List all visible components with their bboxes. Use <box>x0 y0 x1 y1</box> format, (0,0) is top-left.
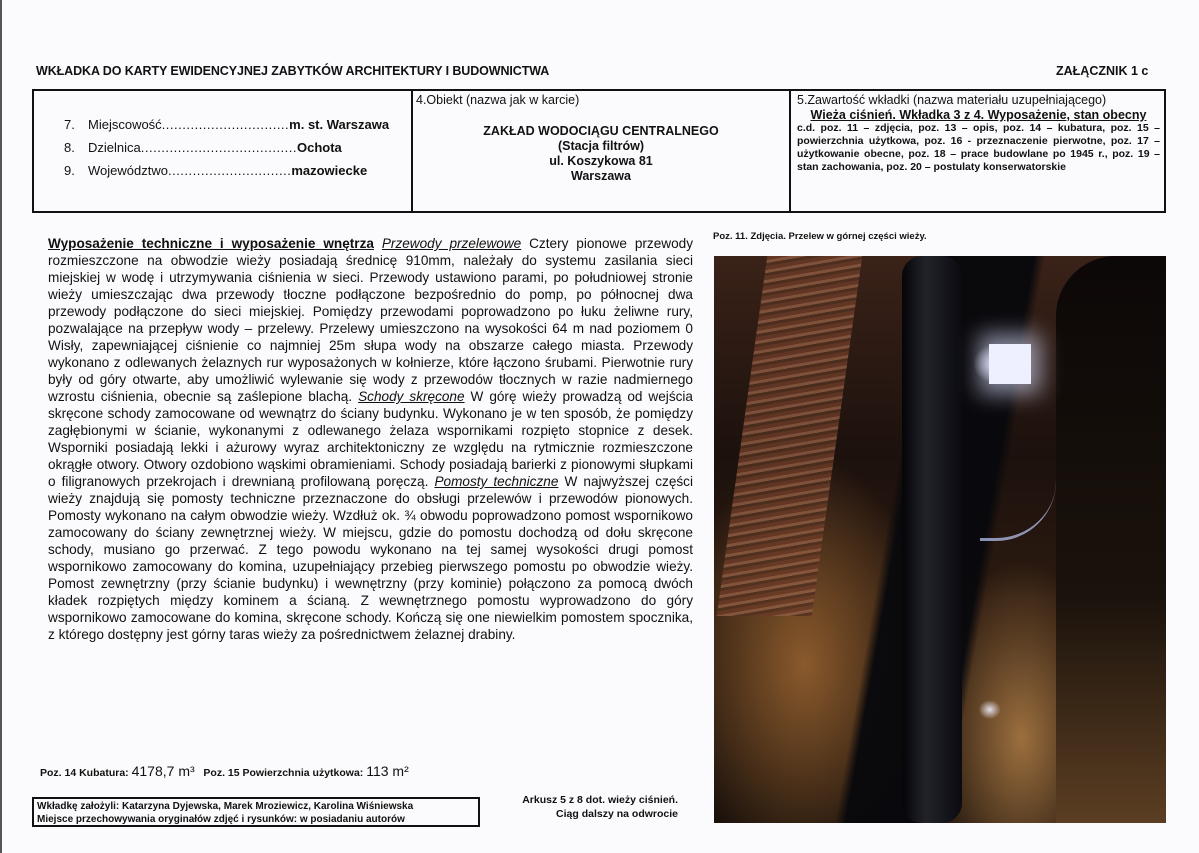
paragraph-overflow-pipes: Cztery pionowe przewody rozmieszczone na obwodzie wieży posiadają średnicę 910mm, należały do systemu zasilania sieci miejskiej w wodę i utrzymywania ciśnienia w sieci. Przewody ustawiono parami, po południowej stronie wieży umieszczając dwa przewody tłoczne podłączone bezpośrednio do pomp, po północnej dwa przewody podłączone do sieci miejskiej. Pomiędzy przewodami poprowadzono po łuku żeliwne rury, pozwalające na przepływ wody – przelewy. Przelewy umieszczono na wysokości 64 m nad poziomem 0 Wisły, zapewniającej ciśnienie co najmniej 25m słupa wody na obszarze całego miasta. Przewody wykonano z odlewanych żelaznych rur wyposażonych w kołnierze, które łączono śrubami. Pierwotnie rury były od góry otwarte, aby umożliwić wylewanie się wody z przewodów tłocznych w razie nadmiernego wzrostu ciśnienia, obecnie są zaślepione blachą. <box>48 236 693 404</box>
description-text <box>48 235 693 643</box>
location-row-voivodeship <box>64 159 411 182</box>
row-dots: ............................... <box>161 117 290 132</box>
sheet-info <box>508 793 678 821</box>
location-cell <box>34 91 413 211</box>
sheet-number: Arkusz 5 z 8 dot. wieży ciśnień. <box>522 794 678 806</box>
annex-label: ZAŁĄCZNIK 1 c <box>1056 64 1149 78</box>
volume-value: 4178,7 m³ <box>131 763 195 779</box>
row-number: 9. <box>64 163 75 178</box>
authors-box <box>32 797 480 827</box>
object-subname: (Stacja filtrów) <box>557 139 645 153</box>
curved-wall <box>1056 256 1166 823</box>
spiral-stair <box>980 471 1056 541</box>
row-number: 7. <box>64 117 75 132</box>
section-heading: Wyposażenie techniczne i wyposażenie wnętrza <box>48 236 374 251</box>
document-title: WKŁADKA DO KARTY EWIDENCYJNEJ ZABYTKÓW ARCHITEKTURY I BUDOWNICTWA <box>36 64 550 78</box>
location-row-town <box>64 113 411 136</box>
content-title: Wieża ciśnień. Wkładka 3 z 4. Wyposażenie, stan obecny <box>810 108 1147 122</box>
brick-wall <box>717 256 863 616</box>
area-label: Poz. 15 Powierzchnia użytkowa: <box>203 767 364 779</box>
page-edge <box>0 0 2 853</box>
paragraph-spiral-stairs: W górę wieży prowadzą od wejścia skręcone schody zamocowane od wewnątrz do ściany budynku. Wykonano je w ten sposób, że pomiędzy zagłębionymi w ścianie, wykonanymi z odlewanego żelaza wspornikami rozpięto stopnice z desek. Wsporniki posiadają lekki i ażurowy wyraz architektoniczny ze względu na rytmicznie rozmieszczone okrągłe otwory. Otwory ozdobiono wąskimi obramieniami. Schody posiadają barierki z pionowymi słupkami o filigranowych przekrojach i drewnianą profilowaną poręczą. <box>48 389 693 489</box>
chimney-pipe <box>902 256 962 823</box>
content-cell <box>791 91 1164 211</box>
content-label: 5.Zawartość wkładki (nazwa materiału uzupełniającego) <box>797 93 1107 107</box>
subheading-technical-platforms: Pomosty techniczne <box>434 474 559 489</box>
row-label: Województwo <box>88 163 168 178</box>
continued-note: Ciąg dalszy na odwrocie <box>556 808 678 820</box>
photo-caption: Poz. 11. Zdjęcia. Przelew w górnej części wieży. <box>713 231 927 242</box>
row-dots: .............................. <box>167 163 292 178</box>
object-name-block <box>413 124 789 184</box>
row-value: mazowiecke <box>291 163 368 178</box>
storage-line: Miejsce przechowywania oryginałów zdjęć i rysunków: w posiadaniu autorów <box>37 814 405 825</box>
window-light <box>989 344 1031 384</box>
row-dots: ...................................... <box>140 140 297 155</box>
object-cell <box>413 91 791 211</box>
row-value: Ochota <box>297 140 342 155</box>
row-label: Dzielnica <box>88 140 141 155</box>
tower-interior-photo <box>714 256 1166 823</box>
object-city: Warszawa <box>571 169 631 183</box>
area-value: 113 m² <box>366 763 409 779</box>
content-description: c.d. poz. 11 – zdjęcia, poz. 13 – opis, poz. 14 – kubatura, poz. 15 – powierzchnia użytkowa, poz. 16 - przeznaczenie pierwotne, poz. 17 – użytkowanie obecne, poz. 18 – prace budowlane po 1945 r., poz. 19 – stan zachowania, poz. 20 – postulaty konserwatorskie <box>797 122 1160 173</box>
stats-line <box>40 763 409 779</box>
object-label: 4.Obiekt (nazwa jak w karcie) <box>416 93 580 107</box>
paragraph-technical-platforms: W najwyższej części wieży znajdują się pomosty techniczne przeznaczone do obsługi przelewów i przewodów pionowych. Pomosty wykonano na całym obwodzie wieży. Wzdłuż ok. ¾ obwodu poprowadzono pomost wspornikowo zamocowany do ściany zewnętrznej wieży. W miejscu, gdzie do pomostu dochodzą od dołu skręcone schody, musiano go przerwać. Z tego powodu wykonano na tej samej wysokości drugi pomost wspornikowo zamocowany do komina, uzupełniający przebieg pierwszego pomostu po obwodzie wieży. Pomost zewnętrzny (przy ścianie budynku) i wewnętrzny (przy kominie) połączono za pomocą dwóch kładek rozpiętych między kominem a ścianą. Z wewnętrznego pomostu wyprowadzono do góry wspornikowo zamocowane do komina, skręcone schody. Kończą się one niewielkim pomostem spocznika, z którego dostępny jest górny taras wieży za pośrednictwem żelaznej drabiny. <box>48 474 693 642</box>
object-name: ZAKŁAD WODOCIĄGU CENTRALNEGO <box>483 124 719 138</box>
info-table <box>32 89 1166 213</box>
location-row-district <box>64 136 411 159</box>
row-number: 8. <box>64 140 75 155</box>
authors-line: Wkładkę założyli: Katarzyna Dyjewska, Marek Mroziewicz, Karolina Wiśniewska <box>37 801 414 812</box>
row-label: Miejscowość <box>88 117 162 132</box>
object-address: ul. Koszykowa 81 <box>549 154 653 168</box>
volume-label: Poz. 14 Kubatura: <box>40 767 129 779</box>
row-value: m. st. Warszawa <box>289 117 390 132</box>
subheading-spiral-stairs: Schody skręcone <box>358 389 465 404</box>
subheading-overflow-pipes: Przewody przelewowe <box>381 236 522 251</box>
